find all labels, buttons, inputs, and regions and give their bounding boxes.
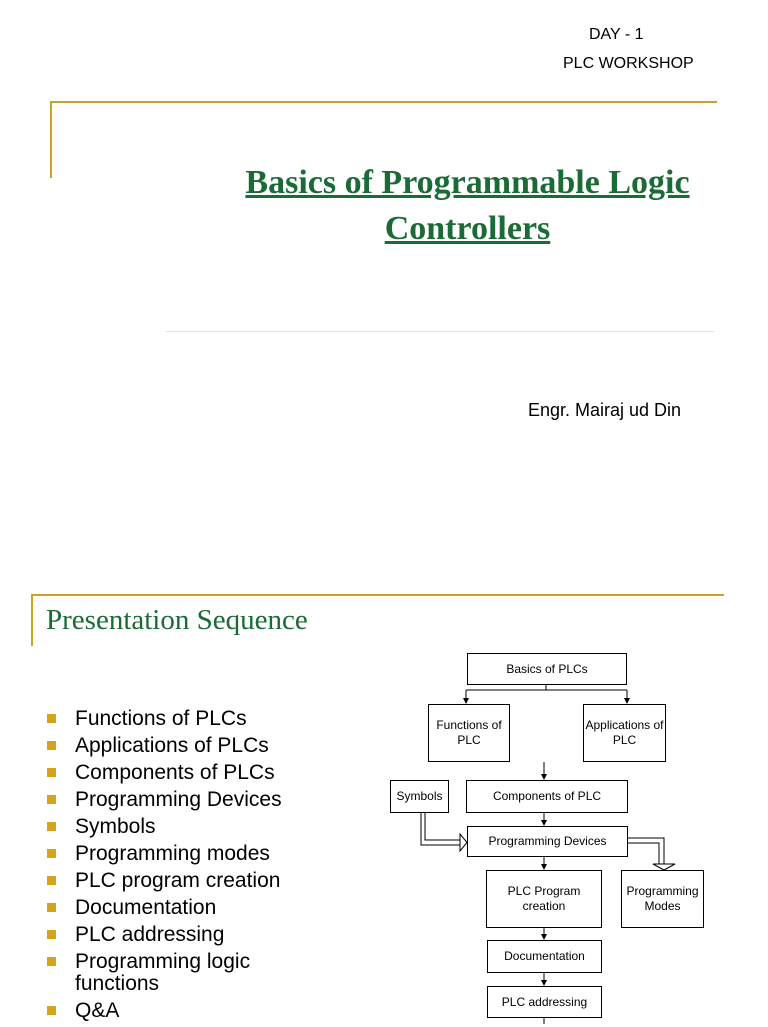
flow-box-programming-devices: Programming Devices xyxy=(467,826,628,857)
list-item: Programming Devices xyxy=(46,789,315,811)
list-item: Functions of PLCs xyxy=(46,708,315,730)
list-item: Applications of PLCs xyxy=(46,735,315,757)
slide-title: Basics of Programmable Logic Controllers xyxy=(245,164,690,247)
list-item: PLC addressing xyxy=(46,924,315,946)
flow-box-applications: Applications of PLC xyxy=(583,704,666,762)
flow-box-documentation: Documentation xyxy=(487,940,602,973)
flow-box-programming-modes: Programming Modes xyxy=(621,870,704,928)
author-name: Engr. Mairaj ud Din xyxy=(528,400,682,420)
flow-box-functions: Functions of PLC xyxy=(428,704,510,762)
workshop-label: PLC WORKSHOP xyxy=(563,55,694,72)
flow-box-components: Components of PLC xyxy=(466,780,628,813)
flow-box-program-creation: PLC Program creation xyxy=(486,870,602,928)
list-item: Documentation xyxy=(46,897,315,919)
list-item: Q&A xyxy=(46,1000,315,1022)
flow-box-basics: Basics of PLCs xyxy=(467,653,627,685)
day-label: DAY - 1 xyxy=(589,26,644,43)
list-item: Components of PLCs xyxy=(46,762,315,784)
list-item: PLC program creation xyxy=(46,870,315,892)
list-item: Programming modes xyxy=(46,843,315,865)
list-item: Programming logic functions xyxy=(46,951,315,995)
flow-box-addressing: PLC addressing xyxy=(487,986,602,1018)
section-heading: Presentation Sequence xyxy=(46,604,308,636)
list-item: Symbols xyxy=(46,816,315,838)
flow-box-symbols: Symbols xyxy=(390,780,449,813)
